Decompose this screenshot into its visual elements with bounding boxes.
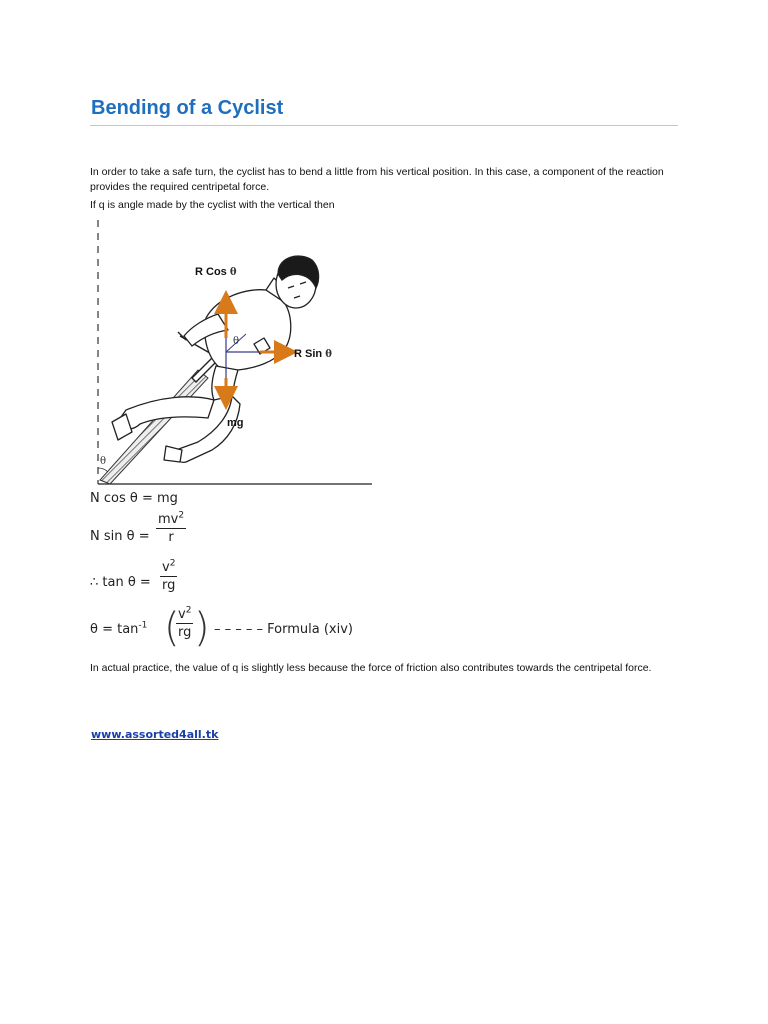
exponent: 2 [185,605,192,616]
equation-n-sin-fraction [156,512,186,545]
equation-tan-lhs: ∴ tan θ = [90,575,151,590]
angle-paragraph: If q is angle made by the cyclist with the vertical then [90,199,335,211]
label-mg: mg [227,417,244,429]
equation-n-cos: N cos θ = mg [90,491,178,506]
formula-reference: – – – – – Formula (xiv) [214,622,354,637]
cyclist-head [276,256,319,308]
numerator: v [178,607,186,622]
numerator: mv [158,512,179,527]
friction-paragraph: In actual practice, the value of q is slightly less because the force of friction also contributes towards the centripetal force. [90,662,652,674]
exponent: 2 [178,510,185,521]
inverse-exponent: -1 [138,620,148,631]
denominator: rg [162,578,176,593]
theta-label-body: θ [233,336,240,347]
theta-label-ground: θ [100,456,107,467]
denominator: r [168,530,174,545]
title-divider [90,125,678,126]
exponent: 2 [169,558,176,569]
label-r-cos: R Cos θ [195,266,237,278]
right-parenthesis: ) [194,605,210,651]
equation-tan-fraction [160,560,177,593]
page-title: Bending of a Cyclist [91,97,284,119]
equation-theta-lhs: $\theta = \tan^{-1}$ [90,620,148,637]
left-parenthesis: ( [164,605,180,651]
intro-paragraph: In order to take a safe turn, the cyclist has to bend a little from his vertical position. In this case, a component of the reaction provides the required centripetal force. [90,166,664,193]
website-link[interactable]: www.assorted4all.tk [91,728,219,741]
numerator: v [162,560,170,575]
equation-theta-fraction [176,607,193,640]
cyclist-figure [88,218,378,490]
denominator: rg [178,625,192,640]
angle-arc [98,468,108,472]
equation-n-sin-lhs: N sin θ = [90,529,150,544]
cyclist-diagram [88,218,378,490]
label-r-sin: R Sin θ [294,348,332,360]
